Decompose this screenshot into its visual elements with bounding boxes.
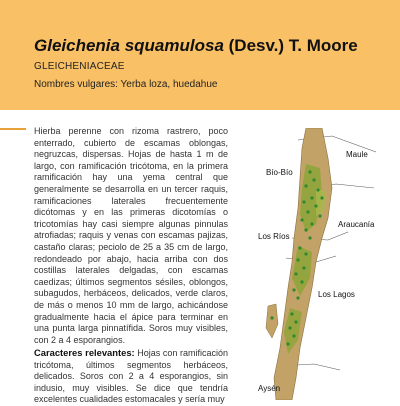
- chiloe-island: [266, 304, 278, 338]
- region-label-aysen: Aysén: [258, 384, 281, 393]
- region-label-losrios: Los Ríos: [258, 232, 290, 241]
- species-header: [0, 0, 400, 110]
- region-label-araucania: Araucanía: [338, 220, 375, 229]
- scientific-name: Gleichenia squamulosa: [34, 36, 224, 55]
- relevant-characters: [34, 347, 228, 406]
- chile-map-svg: [236, 128, 400, 400]
- section-rule: [0, 128, 26, 130]
- distribution-map: [236, 128, 400, 400]
- species-title: [34, 36, 358, 56]
- relevant-heading: Caracteres relevantes:: [34, 347, 135, 358]
- region-label-biobio: Bío-Bío: [266, 168, 293, 177]
- region-label-maule: Maule: [346, 150, 368, 159]
- relevant-text: Hojas con ramificación tricótoma, últimos segmentos herbáceos, delicados. Soros con 2 a 4 esporangios, sin indusio, muy visibles. Se dice que tendría excelentes cualidades estomacales y sería muy: [34, 348, 228, 405]
- author-citation: (Desv.) T. Moore: [228, 36, 358, 55]
- species-description: Hierba perenne con rizoma rastrero, poco enterrado, cubierto de escamas oblongas, negruzcas, dispersas. Hojas de hasta 1 m de largo, con ramificación tricótoma, en la primera ramificación hay una yema central que generalmente se desarrolla en un tercer raquis, ramificaciones laterales frecuentemente dicótomas y en las primeras dicotomías o tricotomías hay casi siempre algunas pinnulas atrofiadas; raquis y venas con escamas pajizas, castaño claras; peciolo de 25 a 35 cm de largo, redondeado por abajo, hacia arriba con dos costillas laterales delgadas, con escamas caedizas; últimos segmentos sésiles, oblongos, subagudos, herbáceos, delicados, verde claros, de más o menos 10 mm de largo, achicándose gradualmente hacia el ápice para terminar en una punta larga pinnatífida. Soros muy visibles, con 2 a 4 esporangios.: [34, 126, 228, 345]
- region-label-loslagos: Los Lagos: [318, 290, 355, 299]
- family-name: GLEICHENIACEAE: [34, 61, 125, 72]
- common-names: Nombres vulgares: Yerba loza, huedahue: [34, 79, 218, 90]
